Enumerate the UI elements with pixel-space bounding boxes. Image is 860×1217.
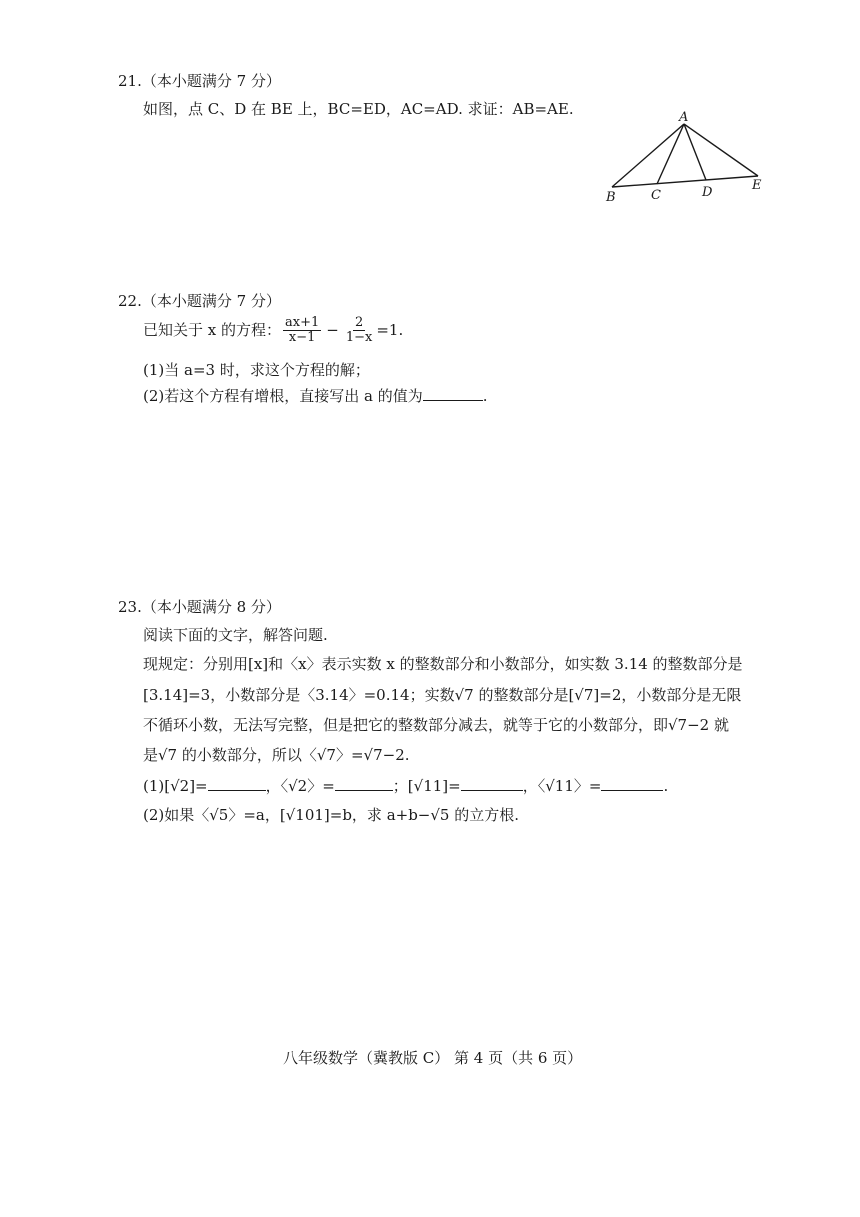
q23-part-1-end: . — [663, 777, 669, 795]
figure-base-line — [612, 176, 758, 187]
answer-blank — [601, 776, 663, 791]
q23-part-1 — [143, 776, 668, 795]
q23-part-1-c: ；[√11]= — [392, 777, 461, 795]
q22-part-2 — [143, 386, 488, 405]
q23-line-4: 不循环小数，无法写完整，但是把它的整数部分减去，就等于它的小数部分，即√7−2 就 — [143, 716, 729, 734]
figure-label-a: A — [679, 110, 689, 125]
q22-part-1: (1)当 a=3 时，求这个方程的解； — [143, 361, 370, 379]
q23-line-2: 现规定：分别用[x]和〈x〉表示实数 x 的整数部分和小数部分，如实数 3.14 的整数部分是 — [143, 655, 743, 673]
q23-line-3: [3.14]=3，小数部分是〈3.14〉=0.14；实数√7 的整数部分是[√7]=2，小数部分是无限 — [143, 686, 742, 704]
q22-part-2-end: . — [482, 387, 488, 405]
q22-heading: 22.（本小题满分 7 分） — [118, 292, 281, 310]
figure-label-d: D — [702, 185, 713, 200]
q21-heading: 21.（本小题满分 7 分） — [118, 72, 281, 90]
q22-equation-tail: =1. — [376, 321, 404, 340]
q23-heading: 23.（本小题满分 8 分） — [118, 598, 281, 616]
figure-segment-ac — [657, 124, 684, 184]
q22-fraction-2-numerator: 2 — [354, 315, 364, 330]
answer-blank — [208, 776, 266, 791]
q22-equation — [143, 316, 403, 344]
figure-segment-ab — [612, 124, 684, 187]
figure-label-e: E — [752, 178, 762, 193]
q22-intro: 已知关于 x 的方程： — [143, 321, 281, 340]
answer-blank — [423, 386, 483, 401]
q22-fraction-2 — [344, 316, 375, 344]
figure-label-c: C — [651, 188, 661, 203]
q22-fraction-2-denominator: 1−x — [345, 329, 373, 345]
q22-fraction-1-denominator: x−1 — [288, 329, 316, 345]
answer-blank — [461, 776, 523, 791]
q23-part-1-a: (1)[√2]= — [143, 777, 208, 795]
page-footer: 八年级数学（冀教版 C） 第 4 页（共 6 页） — [283, 1049, 583, 1067]
q22-minus-sign: − — [326, 321, 339, 340]
q21-statement: 如图，点 C、D 在 BE 上，BC=ED，AC=AD. 求证：AB=AE. — [143, 100, 574, 118]
q22-fraction-1-numerator: ax+1 — [285, 315, 320, 330]
triangle-figure — [600, 110, 780, 210]
figure-segment-ae — [684, 124, 758, 176]
answer-blank — [335, 776, 393, 791]
q23-part-2: (2)如果〈√5〉=a，[√101]=b，求 a+b−√5 的立方根. — [143, 806, 520, 824]
q22-part-2-text: (2)若这个方程有增根，直接写出 a 的值为 — [143, 387, 423, 405]
figure-label-b: B — [606, 190, 616, 205]
q23-part-1-d: ，〈√11〉= — [522, 777, 602, 795]
q22-fraction-1 — [283, 316, 321, 344]
q23-part-1-b: ，〈√2〉= — [265, 777, 335, 795]
q23-line-1: 阅读下面的文字，解答问题. — [143, 626, 328, 644]
q23-line-5: 是√7 的小数部分，所以〈√7〉=√7−2. — [143, 746, 410, 764]
